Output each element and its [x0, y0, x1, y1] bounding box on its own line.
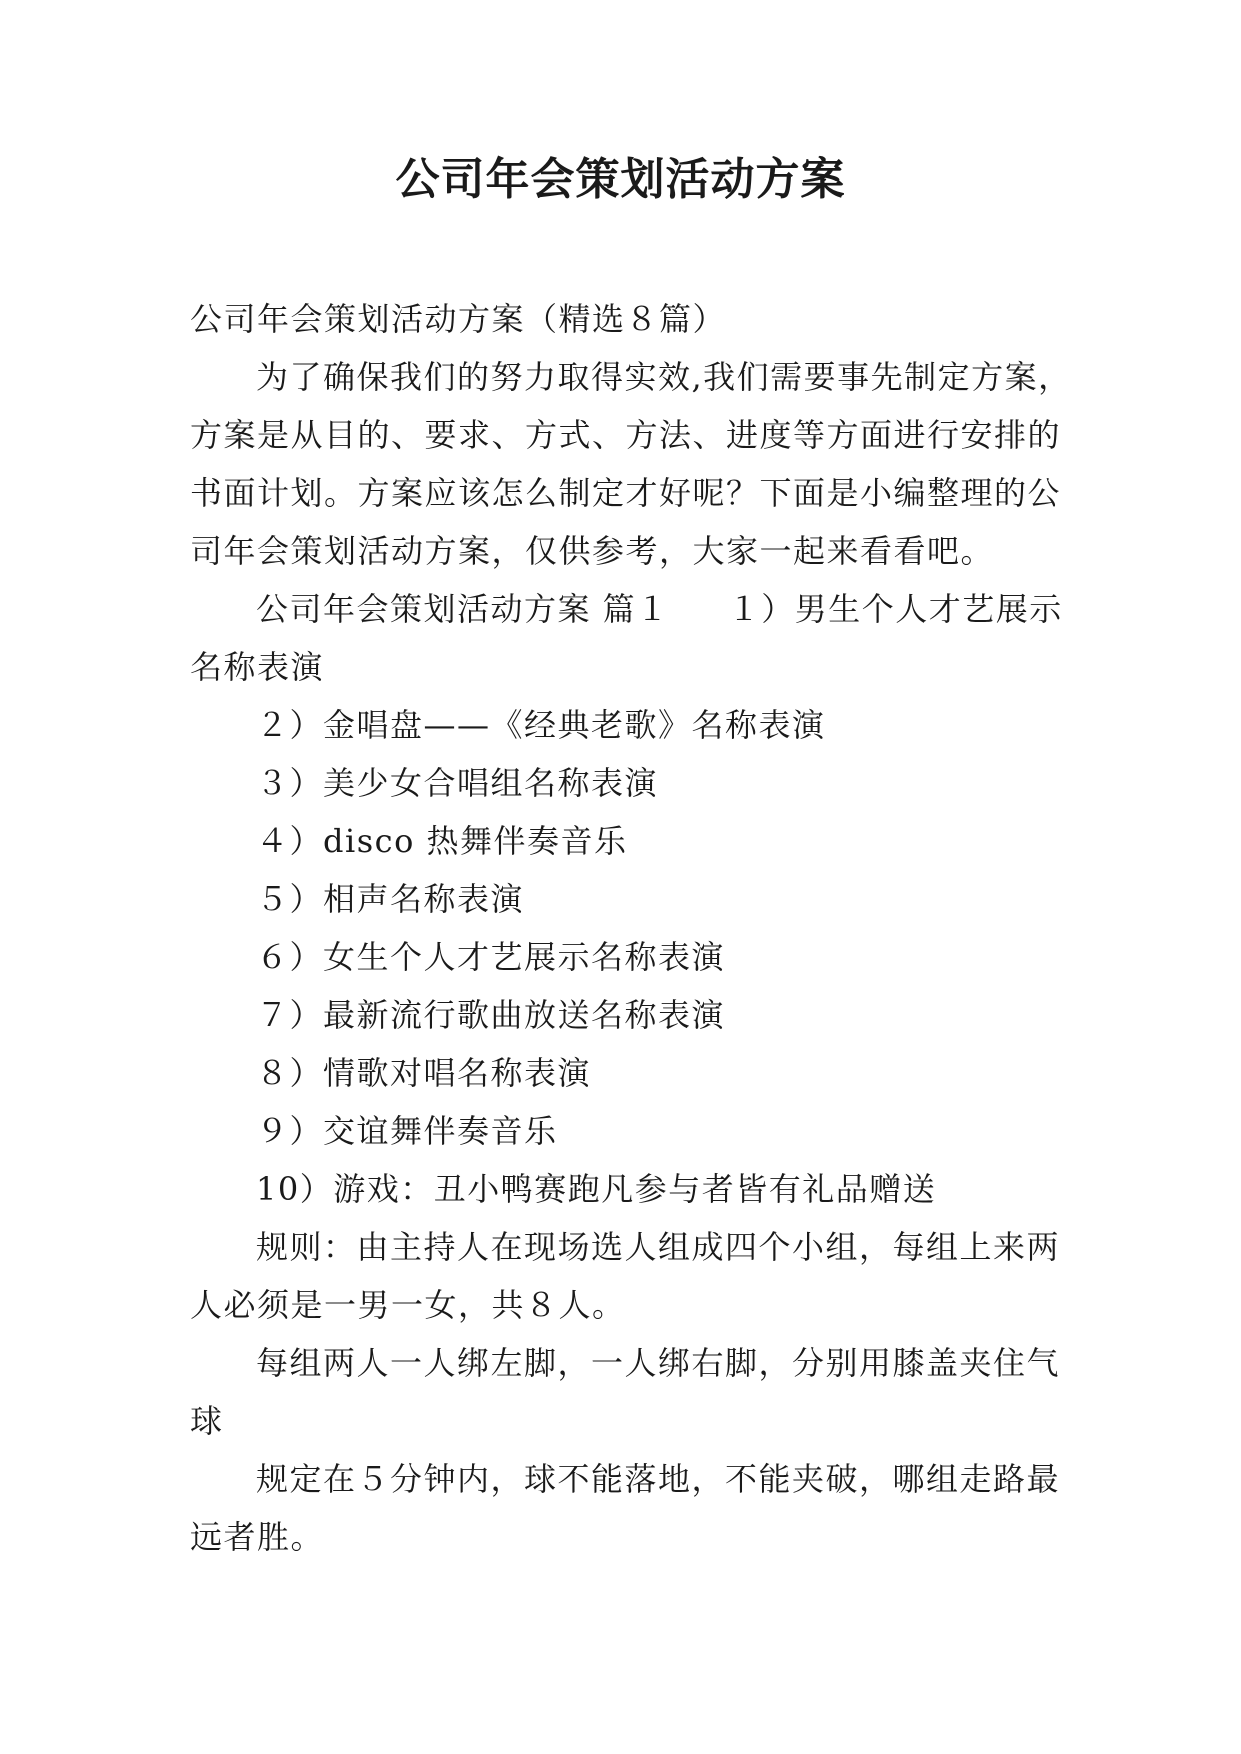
rules-text: 远者胜。 — [190, 1518, 325, 1556]
rules-text: 规定在５分钟内，球不能落地，不能夹破，哪组走路最 — [256, 1460, 1061, 1498]
intro-line: 书面计划。方案应该怎么制定才好呢？下面是小编整理的公 — [190, 474, 1062, 512]
rules-text: 球 — [190, 1402, 224, 1440]
section-heading: 公司年会策划活动方案 篇１ — [256, 590, 670, 628]
program-item: ２）金唱盘——《经典老歌》名称表演 — [256, 706, 826, 744]
program-item: ８）情歌对唱名称表演 — [256, 1054, 592, 1092]
program-item: ７）最新流行歌曲放送名称表演 — [256, 996, 726, 1034]
document-body — [190, 290, 1072, 1566]
program-item: ５）相声名称表演 — [256, 880, 525, 918]
program-item-continuation: 名称表演 — [190, 648, 325, 686]
program-item: １）男生个人才艺展示 — [727, 590, 1063, 628]
program-item: ４）disco 热舞伴奏音乐 — [256, 822, 628, 860]
program-item: ９）交谊舞伴奏音乐 — [256, 1112, 558, 1150]
intro-line: 司年会策划活动方案，仅供参考，大家一起来看看吧。 — [190, 532, 995, 570]
document-title: 公司年会策划活动方案 — [395, 154, 846, 205]
rules-text: 人必须是一男一女，共８人。 — [190, 1286, 626, 1324]
rules-text: 每组两人一人绑左脚，一人绑右脚，分别用膝盖夹住气 — [256, 1344, 1061, 1382]
intro-line: 方案是从目的、要求、方式、方法、进度等方面进行安排的 — [190, 416, 1062, 454]
intro-line: 为了确保我们的努力取得实效,我们需要事先制定方案， — [256, 358, 1072, 396]
section-heading-line — [190, 580, 1063, 638]
document-subtitle: 公司年会策划活动方案（精选８篇） — [190, 300, 727, 338]
program-item: 10）游戏：丑小鸭赛跑凡参与者皆有礼品赠送 — [256, 1170, 937, 1208]
rules-text: 规则：由主持人在现场选人组成四个小组，每组上来两 — [256, 1228, 1061, 1266]
program-item: ６）女生个人才艺展示名称表演 — [256, 938, 726, 976]
program-item: ３）美少女合唱组名称表演 — [256, 764, 659, 802]
